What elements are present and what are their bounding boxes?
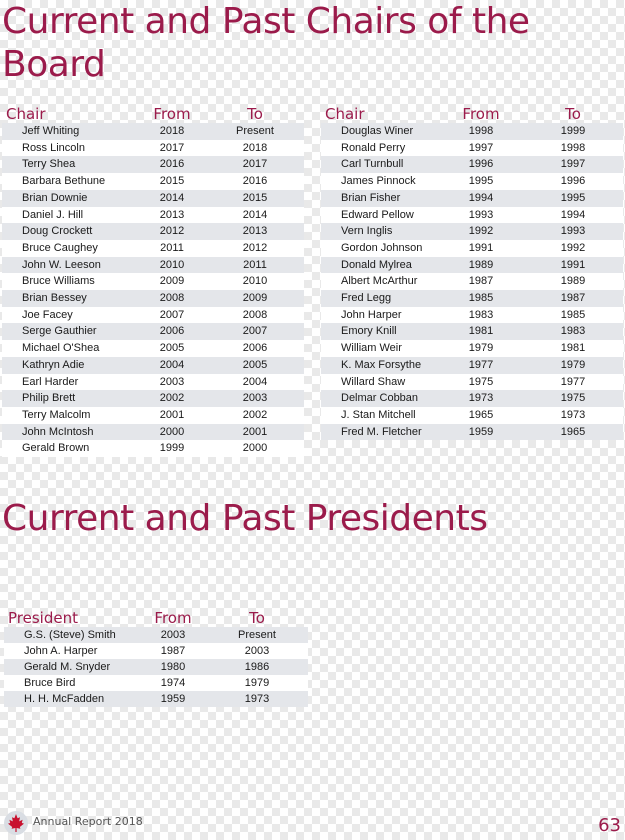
cell-name: Emory Knill bbox=[321, 323, 439, 340]
cell-from: 1983 bbox=[439, 307, 523, 324]
cell-name: Carl Turnbull bbox=[321, 156, 439, 173]
cell-to: 1992 bbox=[523, 240, 623, 257]
cell-from: 1959 bbox=[140, 691, 206, 707]
cell-to: 2004 bbox=[206, 374, 304, 391]
cell-to: 2014 bbox=[206, 207, 304, 224]
table-row bbox=[321, 223, 623, 240]
table-row bbox=[2, 273, 304, 290]
table-row bbox=[4, 691, 308, 707]
cell-from: 2003 bbox=[138, 374, 206, 391]
table-row bbox=[321, 357, 623, 374]
cell-name: William Weir bbox=[321, 340, 439, 357]
column-header-to: To bbox=[565, 105, 581, 123]
footer-text: Annual Report 2018 bbox=[33, 815, 143, 828]
cell-from: 2007 bbox=[138, 307, 206, 324]
table-row bbox=[321, 273, 623, 290]
presidents-table bbox=[4, 607, 308, 707]
table-row bbox=[321, 240, 623, 257]
table-row bbox=[4, 627, 308, 643]
chairs-right-body bbox=[321, 123, 623, 440]
cell-to: 2011 bbox=[206, 257, 304, 274]
cell-name: Fred M. Fletcher bbox=[321, 424, 439, 441]
table-row bbox=[2, 223, 304, 240]
table-row bbox=[2, 290, 304, 307]
table-row bbox=[2, 307, 304, 324]
table-row bbox=[2, 357, 304, 374]
column-header-from: From bbox=[462, 105, 500, 123]
table-row bbox=[321, 257, 623, 274]
cell-name: Ronald Perry bbox=[321, 140, 439, 157]
cell-name: Doug Crockett bbox=[2, 223, 138, 240]
cell-to: 1983 bbox=[523, 323, 623, 340]
table-row bbox=[321, 407, 623, 424]
chairs-heading: Current and Past Chairs of the Board bbox=[2, 1, 530, 85]
column-header-chair: Chair bbox=[6, 105, 46, 123]
cell-from: 2002 bbox=[138, 390, 206, 407]
cell-to: 1989 bbox=[523, 273, 623, 290]
table-header-row bbox=[321, 103, 623, 123]
table-row bbox=[2, 440, 304, 457]
cell-to: 1973 bbox=[523, 407, 623, 424]
cell-from: 2017 bbox=[138, 140, 206, 157]
cell-to: 1994 bbox=[523, 207, 623, 224]
cell-from: 2014 bbox=[138, 190, 206, 207]
cell-from: 1992 bbox=[439, 223, 523, 240]
cell-from: 1987 bbox=[140, 643, 206, 659]
cell-from: 2015 bbox=[138, 173, 206, 190]
cell-from: 1981 bbox=[439, 323, 523, 340]
cell-from: 2009 bbox=[138, 273, 206, 290]
table-row bbox=[2, 424, 304, 441]
cell-to: Present bbox=[206, 627, 308, 643]
cell-to: 1986 bbox=[206, 659, 308, 675]
column-header-to: To bbox=[249, 609, 265, 627]
cell-name: Douglas Winer bbox=[321, 123, 439, 140]
cell-name: Terry Shea bbox=[2, 156, 138, 173]
cell-from: 1975 bbox=[439, 374, 523, 391]
cell-to: 1998 bbox=[523, 140, 623, 157]
cell-to: 1987 bbox=[523, 290, 623, 307]
cell-from: 1996 bbox=[439, 156, 523, 173]
cell-to: 2006 bbox=[206, 340, 304, 357]
table-row bbox=[2, 390, 304, 407]
column-header-to: To bbox=[247, 105, 263, 123]
table-header-row bbox=[2, 103, 304, 123]
cell-name: G.S. (Steve) Smith bbox=[4, 627, 140, 643]
table-row bbox=[321, 390, 623, 407]
table-row bbox=[4, 643, 308, 659]
cell-from: 2018 bbox=[138, 123, 206, 140]
cell-name: James Pinnock bbox=[321, 173, 439, 190]
cell-from: 1973 bbox=[439, 390, 523, 407]
column-header-president: President bbox=[8, 609, 78, 627]
cell-to: 2017 bbox=[206, 156, 304, 173]
cell-from: 1977 bbox=[439, 357, 523, 374]
table-row bbox=[321, 140, 623, 157]
cell-name: Edward Pellow bbox=[321, 207, 439, 224]
cell-to: 2001 bbox=[206, 424, 304, 441]
cell-name: John Harper bbox=[321, 307, 439, 324]
chairs-left-body bbox=[2, 123, 304, 457]
cell-name: Brian Fisher bbox=[321, 190, 439, 207]
table-row bbox=[321, 307, 623, 324]
cell-name: Kathryn Adie bbox=[2, 357, 138, 374]
cell-name: Gerald M. Snyder bbox=[4, 659, 140, 675]
column-header-from: From bbox=[154, 609, 192, 627]
cell-name: Vern Inglis bbox=[321, 223, 439, 240]
cell-to: 2015 bbox=[206, 190, 304, 207]
table-row bbox=[2, 407, 304, 424]
cell-name: Bruce Williams bbox=[2, 273, 138, 290]
cell-from: 1985 bbox=[439, 290, 523, 307]
cell-from: 2013 bbox=[138, 207, 206, 224]
cell-to: 1979 bbox=[523, 357, 623, 374]
table-row bbox=[321, 290, 623, 307]
table-row bbox=[2, 123, 304, 140]
cell-name: Daniel J. Hill bbox=[2, 207, 138, 224]
cell-name: Delmar Cobban bbox=[321, 390, 439, 407]
cell-name: John McIntosh bbox=[2, 424, 138, 441]
table-row bbox=[4, 675, 308, 691]
cell-to: 2012 bbox=[206, 240, 304, 257]
table-row bbox=[321, 173, 623, 190]
table-row bbox=[321, 156, 623, 173]
cell-from: 2008 bbox=[138, 290, 206, 307]
cell-to: 2016 bbox=[206, 173, 304, 190]
cell-from: 2000 bbox=[138, 424, 206, 441]
cell-to: 2013 bbox=[206, 223, 304, 240]
cell-from: 1959 bbox=[439, 424, 523, 441]
table-row bbox=[321, 190, 623, 207]
table-row bbox=[2, 207, 304, 224]
cell-name: H. H. McFadden bbox=[4, 691, 140, 707]
cell-from: 2010 bbox=[138, 257, 206, 274]
cell-name: Michael O'Shea bbox=[2, 340, 138, 357]
cell-name: Barbara Bethune bbox=[2, 173, 138, 190]
cell-to: 2008 bbox=[206, 307, 304, 324]
cell-to: 2007 bbox=[206, 323, 304, 340]
cell-name: J. Stan Mitchell bbox=[321, 407, 439, 424]
cell-to: 2000 bbox=[206, 440, 304, 457]
cell-name: Philip Brett bbox=[2, 390, 138, 407]
table-row bbox=[321, 340, 623, 357]
cell-to: 1991 bbox=[523, 257, 623, 274]
cell-to: 1981 bbox=[523, 340, 623, 357]
cell-from: 2012 bbox=[138, 223, 206, 240]
table-header-row bbox=[4, 607, 308, 627]
cell-name: Gerald Brown bbox=[2, 440, 138, 457]
table-row bbox=[321, 323, 623, 340]
table-row bbox=[321, 374, 623, 391]
cell-from: 1994 bbox=[439, 190, 523, 207]
cell-from: 1965 bbox=[439, 407, 523, 424]
cell-name: Donald Mylrea bbox=[321, 257, 439, 274]
cell-from: 1974 bbox=[140, 675, 206, 691]
cell-from: 1987 bbox=[439, 273, 523, 290]
presidents-heading: Current and Past Presidents bbox=[2, 498, 488, 539]
cell-from: 1998 bbox=[439, 123, 523, 140]
cell-from: 2005 bbox=[138, 340, 206, 357]
table-row bbox=[4, 659, 308, 675]
cell-from: 1999 bbox=[138, 440, 206, 457]
cell-name: Gordon Johnson bbox=[321, 240, 439, 257]
cell-from: 1989 bbox=[439, 257, 523, 274]
table-row bbox=[2, 173, 304, 190]
cell-name: K. Max Forsythe bbox=[321, 357, 439, 374]
cell-to: 2005 bbox=[206, 357, 304, 374]
table-row bbox=[321, 123, 623, 140]
cell-name: Albert McArthur bbox=[321, 273, 439, 290]
table-row bbox=[2, 323, 304, 340]
cell-from: 2016 bbox=[138, 156, 206, 173]
cell-to: 1997 bbox=[523, 156, 623, 173]
chairs-table-right bbox=[321, 103, 623, 440]
cell-from: 1980 bbox=[140, 659, 206, 675]
cell-to: 1965 bbox=[523, 424, 623, 441]
cell-to: 1979 bbox=[206, 675, 308, 691]
cell-to: 1999 bbox=[523, 123, 623, 140]
cell-name: Terry Malcolm bbox=[2, 407, 138, 424]
cell-from: 1979 bbox=[439, 340, 523, 357]
cell-name: Brian Bessey bbox=[2, 290, 138, 307]
cell-name: Joe Facey bbox=[2, 307, 138, 324]
cell-to: 2009 bbox=[206, 290, 304, 307]
table-row bbox=[2, 374, 304, 391]
cell-name: Earl Harder bbox=[2, 374, 138, 391]
page-number: 63 bbox=[598, 815, 621, 836]
table-row bbox=[2, 190, 304, 207]
cell-to: 1996 bbox=[523, 173, 623, 190]
cell-name: Serge Gauthier bbox=[2, 323, 138, 340]
cell-to: 1977 bbox=[523, 374, 623, 391]
cell-from: 2004 bbox=[138, 357, 206, 374]
cell-from: 2001 bbox=[138, 407, 206, 424]
cell-to: 1993 bbox=[523, 223, 623, 240]
cell-from: 2011 bbox=[138, 240, 206, 257]
cell-to: 2010 bbox=[206, 273, 304, 290]
cell-to: Present bbox=[206, 123, 304, 140]
column-header-chair: Chair bbox=[325, 105, 365, 123]
cell-name: Fred Legg bbox=[321, 290, 439, 307]
cell-to: 1985 bbox=[523, 307, 623, 324]
maple-leaf-logo-icon bbox=[3, 810, 29, 836]
table-row bbox=[2, 240, 304, 257]
cell-name: John A. Harper bbox=[4, 643, 140, 659]
cell-from: 2003 bbox=[140, 627, 206, 643]
cell-to: 1995 bbox=[523, 190, 623, 207]
table-row bbox=[321, 207, 623, 224]
cell-to: 2002 bbox=[206, 407, 304, 424]
table-row bbox=[2, 140, 304, 157]
table-row bbox=[321, 424, 623, 441]
cell-to: 1975 bbox=[523, 390, 623, 407]
cell-name: Brian Downie bbox=[2, 190, 138, 207]
cell-to: 2003 bbox=[206, 643, 308, 659]
cell-name: Bruce Caughey bbox=[2, 240, 138, 257]
table-row bbox=[2, 340, 304, 357]
cell-name: Willard Shaw bbox=[321, 374, 439, 391]
column-header-from: From bbox=[153, 105, 191, 123]
cell-name: Ross Lincoln bbox=[2, 140, 138, 157]
cell-name: Jeff Whiting bbox=[2, 123, 138, 140]
cell-from: 1993 bbox=[439, 207, 523, 224]
cell-to: 2018 bbox=[206, 140, 304, 157]
presidents-body bbox=[4, 627, 308, 707]
cell-to: 2003 bbox=[206, 390, 304, 407]
chairs-table-left bbox=[2, 103, 304, 457]
cell-from: 2006 bbox=[138, 323, 206, 340]
cell-name: John W. Leeson bbox=[2, 257, 138, 274]
table-row bbox=[2, 156, 304, 173]
table-row bbox=[2, 257, 304, 274]
cell-to: 1973 bbox=[206, 691, 308, 707]
cell-from: 1997 bbox=[439, 140, 523, 157]
cell-from: 1991 bbox=[439, 240, 523, 257]
cell-name: Bruce Bird bbox=[4, 675, 140, 691]
cell-from: 1995 bbox=[439, 173, 523, 190]
